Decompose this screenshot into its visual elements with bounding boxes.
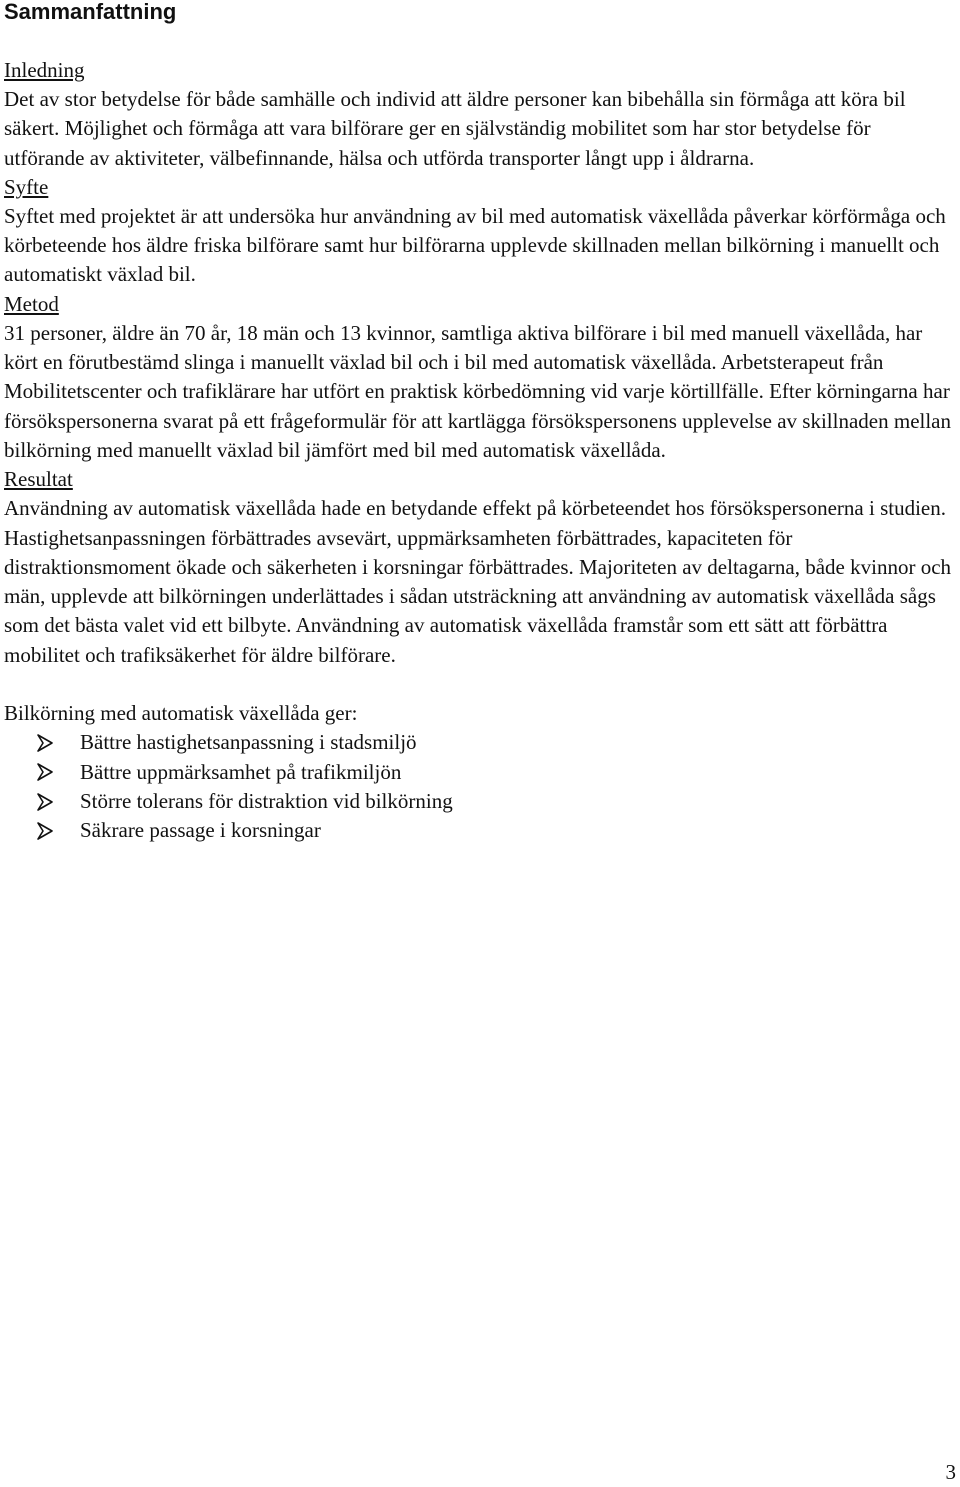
page-number: 3 (945, 1460, 956, 1484)
benefit-item (4, 787, 956, 816)
section-text-syfte: Syftet med projektet är att undersöka hur användning av bil med automatisk växellåda påverkar körförmåga och körbeteende hos äldre friska bilförare samt hur bilförarna upplevde skillnaden mellan bilkörning i manuellt och automatiskt växlad bil. (4, 203, 946, 287)
document-page (4, 0, 956, 846)
paragraph-spacer (4, 670, 956, 699)
arrowhead-bullet-icon (4, 763, 80, 781)
benefit-text: Större tolerans för distraktion vid bilkörning (80, 788, 453, 813)
benefits-intro: Bilkörning med automatisk växellåda ger: (4, 701, 358, 726)
arrowhead-bullet-icon (4, 822, 80, 840)
benefit-text: Bättre hastighetsanpassning i stadsmiljö (80, 730, 417, 755)
arrowhead-bullet-icon (4, 793, 80, 811)
section-text-resultat: Användning av automatisk växellåda hade en betydande effekt på körbeteendet hos försökspersonerna i studien. Hastighetsanpassningen förbättrades avsevärt, uppmärksamheten förbättrades, kapaciteten för distraktionsmoment ökade och säkerheten i korsningar förbättrades. Majoriteten av deltagarna, både kvinnor och män, upplevde att bilkörningen underlättades i sådan utsträckning att användning av automatisk växellåda sågs som det bästa valet vid ett bilbyte. Användning av automatisk växellåda framstår som ett sätt att förbättra mobilitet och trafiksäkerhet för äldre bilförare. (4, 496, 952, 667)
benefits-list (4, 728, 956, 845)
section-inledning (4, 56, 956, 173)
section-heading-metod: Metod (4, 291, 59, 316)
benefit-text: Säkrare passage i korsningar (80, 818, 321, 843)
arrowhead-bullet-icon (4, 734, 80, 752)
page-title: Sammanfattning (4, 0, 177, 24)
section-metod (4, 290, 956, 465)
section-heading-syfte: Syfte (4, 174, 49, 199)
section-resultat (4, 465, 956, 670)
section-heading-resultat: Resultat (4, 467, 73, 492)
section-text-inledning: Det av stor betydelse för både samhälle och individ att äldre personer kan bibehålla sin förmåga att köra bil säkert. Möjlighet och förmåga att vara bilförare ger en självständig mobilitet som har stor betydelse för utförande av aktiviteter, välbefinnande, hälsa och utförda transporter långt upp i åldrarna. (4, 87, 906, 170)
benefit-text: Bättre uppmärksamhet på trafikmiljön (80, 759, 402, 784)
section-heading-inledning: Inledning (4, 58, 85, 82)
section-text-metod: 31 personer, äldre än 70 år, 18 män och 13 kvinnor, samtliga aktiva bilförare i bil med manuell växellåda, har kört en förutbestämd slinga i manuellt växlad bil och i bil med automatisk växellåda. Arbetsterapeut från Mobilitetscenter och trafiklärare har utfört en praktisk körbedömning vid varje körtillfälle. Efter körningarna har försökspersonerna svarat på ett frågeformulär för att kartlägga försökspersonens upplevelse av skillnaden mellan bilkörning med manuellt växlad bil jämfört med bil med automatisk växellåda. (4, 320, 951, 462)
benefit-item (4, 728, 956, 757)
benefit-item (4, 758, 956, 787)
section-syfte (4, 173, 956, 290)
benefit-item (4, 816, 956, 845)
